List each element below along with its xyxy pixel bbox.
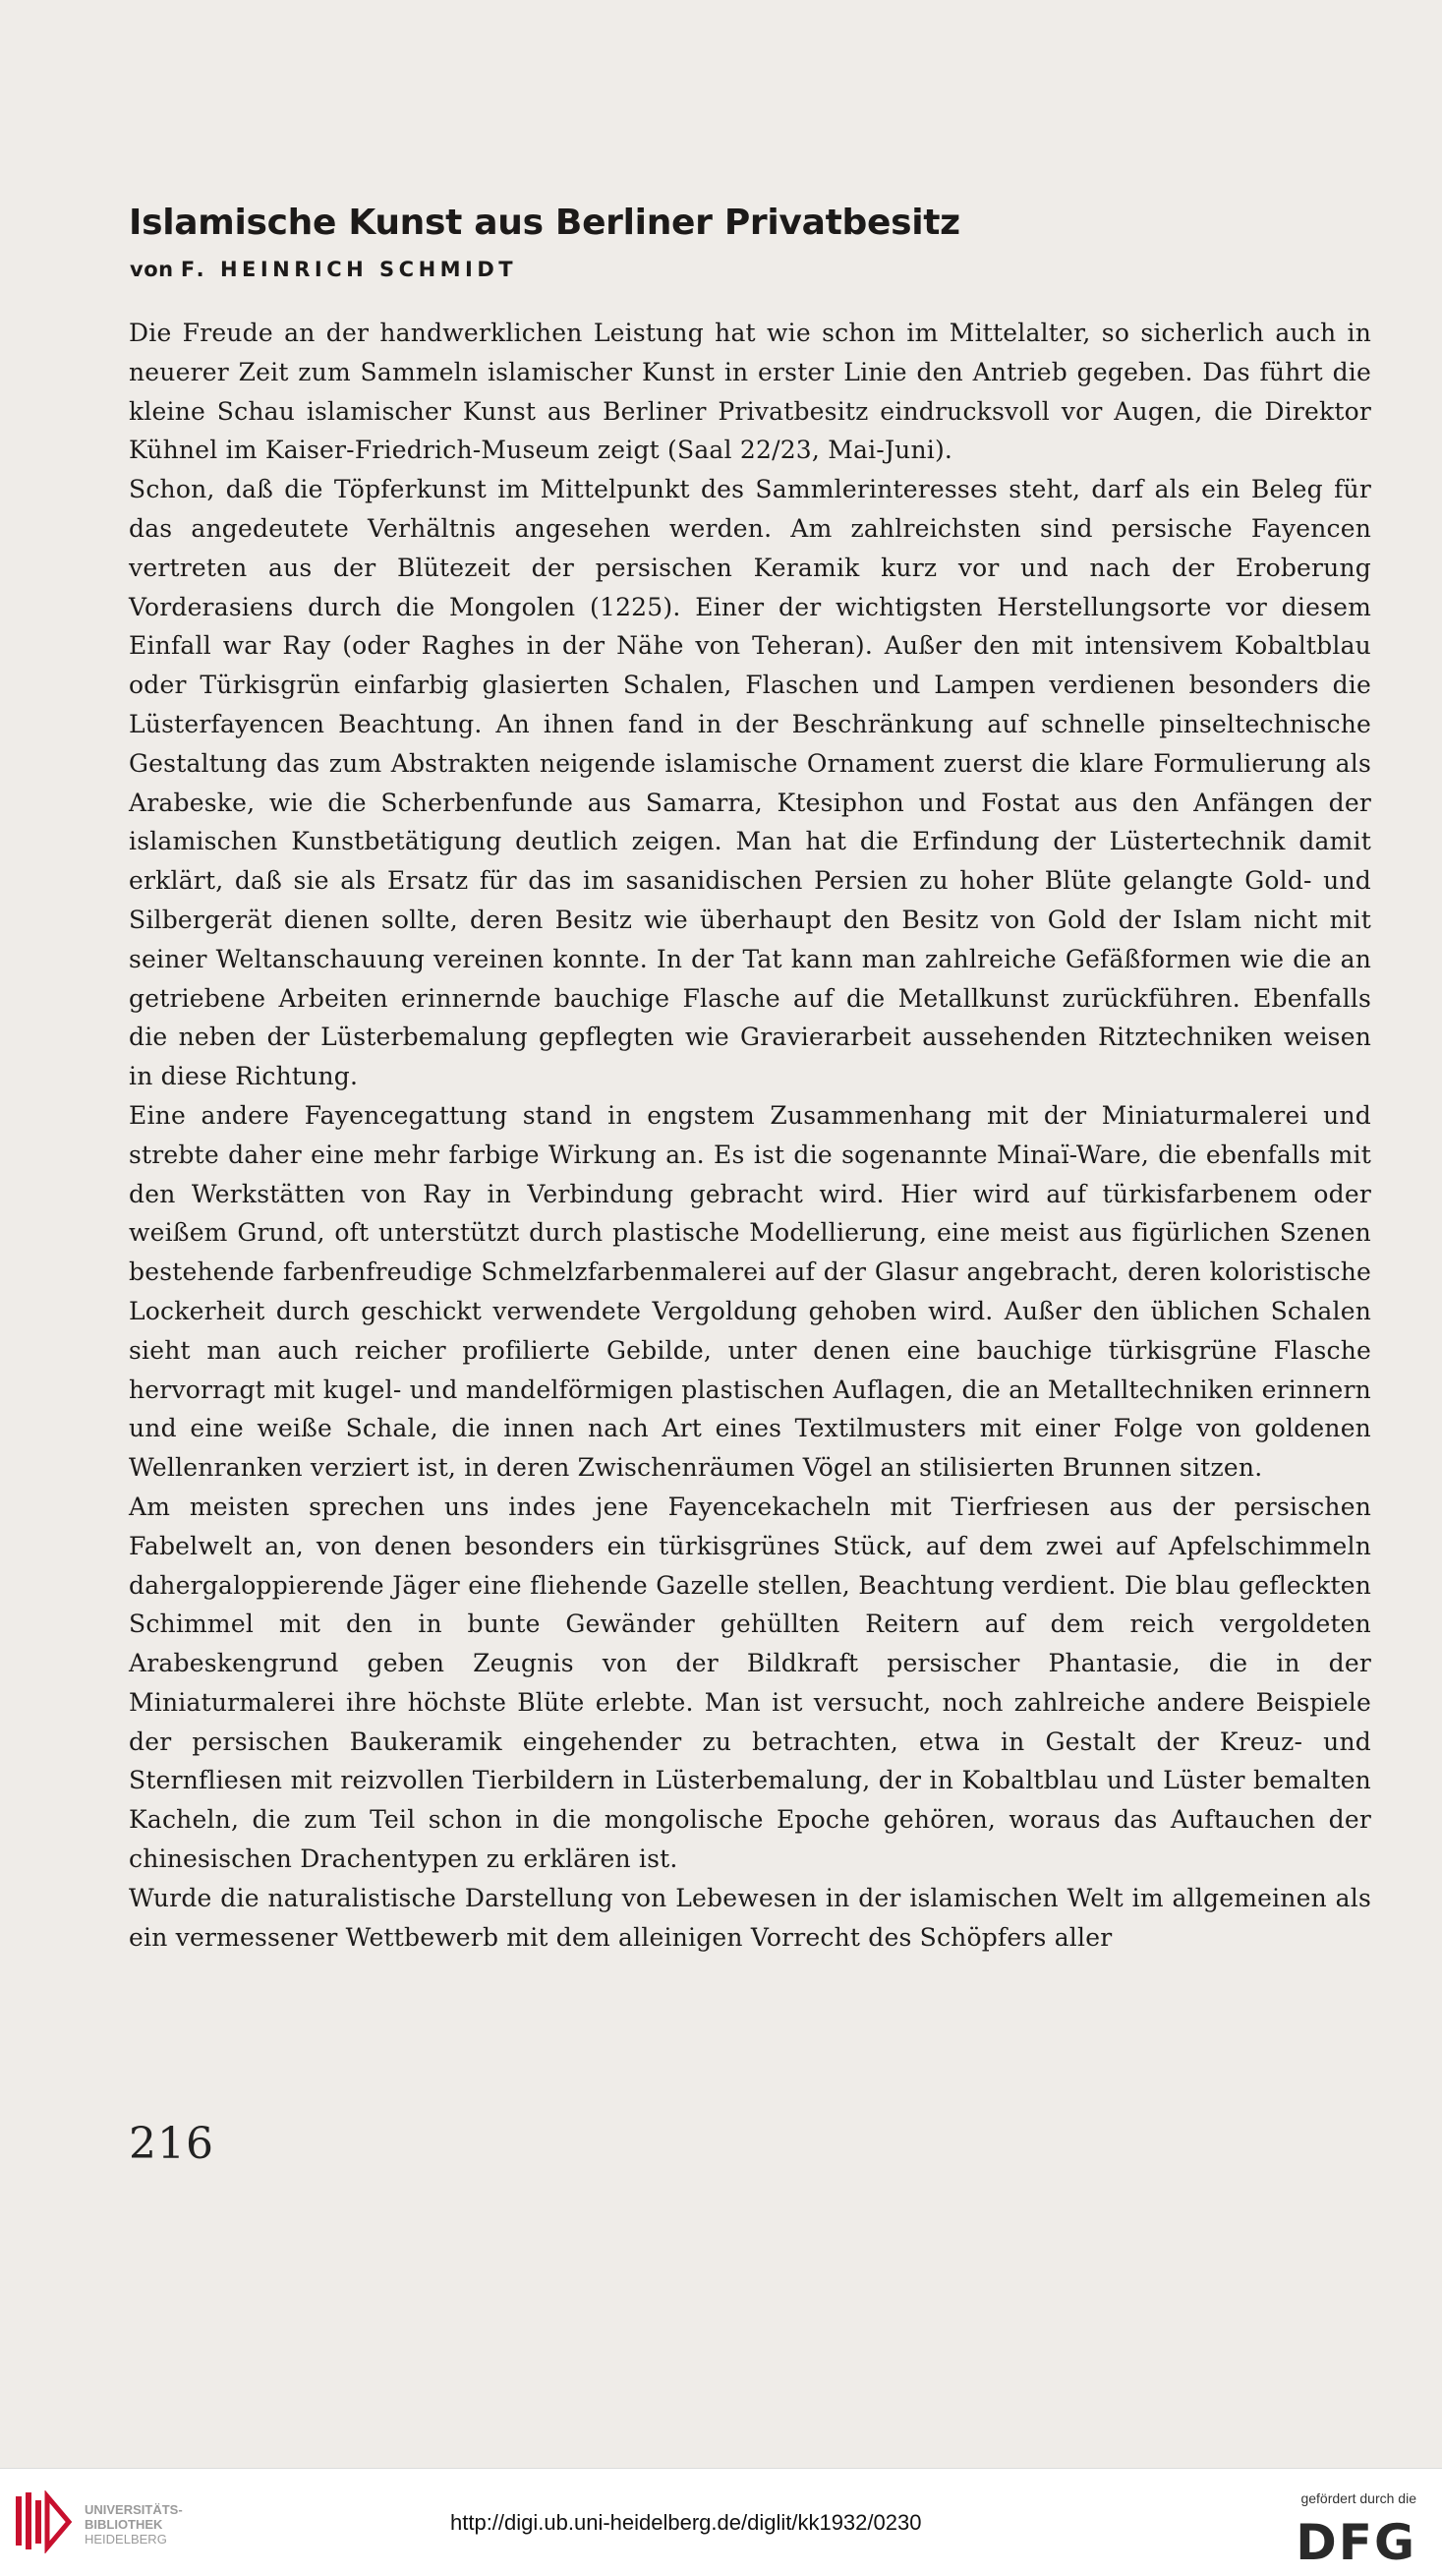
page-number: 216	[129, 2119, 214, 2169]
paragraph: Am meisten sprechen uns indes jene Fayencekacheln mit Tierfriesen aus der persischen Fabelwelt an, von denen besonders ein türkisgrünes Stück, auf dem zwei auf Apfelschimmeln dahergaloppierende Jäger eine fliehende Gazelle stellen, Beachtung verdient. Die blau gefleckten Schimmel mit den in bunte Gewänder gehüllten Reitern auf dem reich vergoldeten Arabeskengrund geben Zeugnis von der Bildkraft persischer Phantasie, die in der Miniaturmalerei ihre höchste Blüte erlebte. Man ist versucht, noch zahlreiche andere Beispiele der persischen Baukeramik eingehender zu betrachten, etwa in Gestalt der Kreuz- und Sternfliesen mit reizvollen Tierbildern in Lüsterbemalung, der in Kobaltblau und Lüster bemalten Kacheln, die zum Teil schon in die mongolische Epoche gehören, woraus das Auftauchen der chinesischen Drachentypen zu erklären ist.	[129, 1492, 1371, 1874]
university-logo-icon	[14, 2490, 73, 2553]
dfg-logo: DFG	[1296, 2514, 1416, 2571]
footer-bar	[0, 2468, 1442, 2576]
library-name: UNIVERSITÄTS- BIBLIOTHEK HEIDELBERG	[85, 2502, 183, 2547]
paragraph: Wurde die naturalistische Darstellung von Lebewesen in der islamischen Welt im allgemeinen als ein vermessener Wettbewerb mit dem alleinigen Vorrecht des Schöpfers aller	[129, 1883, 1371, 1952]
paragraph: Eine andere Fayencegattung stand in engstem Zusammenhang mit der Miniaturmalerei und strebte daher eine mehr farbige Wirkung an. Es ist die sogenannte Minaï-Ware, die ebenfalls mit den Werkstätten von Ray in Verbindung gebracht wird. Hier wird auf türkisfarbenem oder weißem Grund, oft unterstützt durch plastische Modellierung, eine meist aus figürlichen Szenen bestehende farbenfreudige Schmelzfarbenmalerei auf der Glasur angebracht, deren koloristische Lockerheit durch geschickt verwendete Vergoldung gehoben wird. Außer den üblichen Schalen sieht man auch reicher profilierte Gebilde, unter denen eine bauchige türkisgrüne Flasche hervorragt mit kugel- und mandelförmigen plastischen Auflagen, die an Metalltechniken erinnern und eine weiße Schale, die innen nach Art eines Textilmusters mit einer Folge von goldenen Wellenranken verziert ist, in deren Zwischenräumen Vögel an stilisierten Brunnen sitzen.	[129, 1100, 1371, 1483]
article-title: Islamische Kunst aus Berliner Privatbesitz	[129, 203, 960, 243]
article-body	[129, 314, 1371, 1957]
byline-prefix: von	[130, 258, 174, 281]
permalink-url[interactable]: http://digi.ub.uni-heidelberg.de/diglit/kk1932/0230	[450, 2510, 922, 2535]
paragraph: Schon, daß die Töpferkunst im Mittelpunkt des Sammlerinteresses steht, darf als ein Beleg für das angedeutete Verhältnis angesehen werden. Am zahlreichsten sind persische Fayencen vertreten aus der Blütezeit der persischen Keramik kurz vor und nach der Eroberung Vorderasiens durch die Mongolen (1225). Einer der wichtigsten Herstellungsorte vor diesem Einfall war Ray (oder Raghes in der Nähe von Teheran). Außer den mit intensivem Kobaltblau oder Türkisgrün einfarbig glasierten Schalen, Flaschen und Lampen verdienen besonders die Lüsterfayencen Beachtung. An ihnen fand in der Beschränkung auf schnelle pinseltechnische Gestaltung das zum Abstrakten neigende islamische Ornament zuerst die klare Formulierung als Arabeske, wie die Scherbenfunde aus Samarra, Ktesiphon und Fostat aus den Anfängen der islamischen Kunstbetätigung deutlich zeigen. Man hat die Erfindung der Lüstertechnik damit erklärt, daß sie als Ersatz für das im sasanidischen Persien zu hoher Blüte gelangte Gold- und Silbergerät dienen sollte, deren Besitz wie überhaupt den Besitz von Gold der Islam nicht mit seiner Weltanschauung vereinen konnte. In der Tat kann man zahlreiche Gefäßformen wie die an getriebene Arbeiten erinnernde bauchige Flasche auf die Metallkunst zurückführen. Ebenfalls die neben der Lüsterbemalung gepflegten wie Gravierarbeit aussehenden Ritztechniken weisen in diese Richtung.	[129, 475, 1371, 1091]
paragraph: Die Freude an der handwerklichen Leistung hat wie schon im Mittelalter, so sicherlich auch in neuerer Zeit zum Sammeln islamischer Kunst in erster Linie den Antrieb gegeben. Das führt die kleine Schau islamischer Kunst aus Berliner Privatbesitz eindrucksvoll vor Augen, die Direktor Kühnel im Kaiser-Friedrich-Museum zeigt (Saal 22/23, Mai-Juni).	[129, 319, 1371, 465]
byline	[130, 258, 517, 281]
funding-label: gefördert durch die	[1300, 2490, 1416, 2506]
author-name: F. HEINRICH SCHMIDT	[180, 258, 518, 281]
